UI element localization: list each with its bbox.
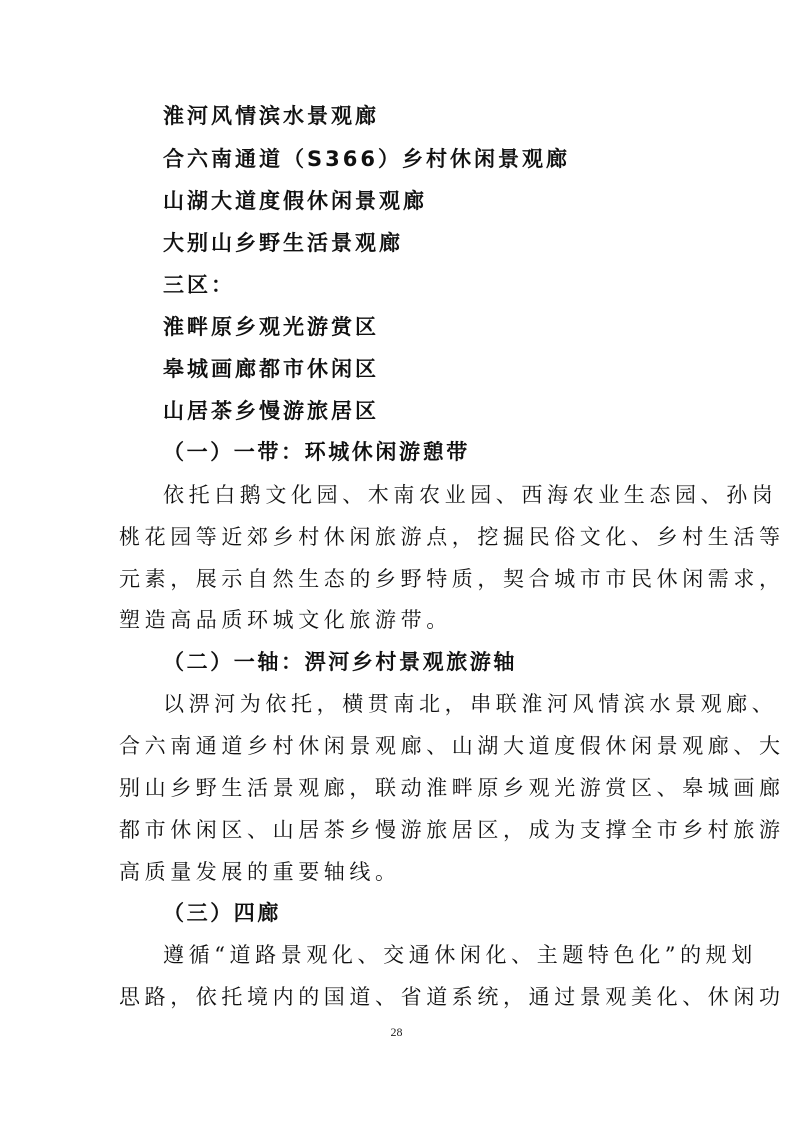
paragraph-line: 塑造高品质环城文化旅游带。	[119, 608, 452, 632]
section-heading: （三）四廊	[163, 901, 281, 925]
paragraph-line: 合六南通道乡村休闲景观廊、山湖大道度假休闲景观廊、大	[119, 734, 785, 758]
paragraph-line: 遵循“道路景观化、交通休闲化、主题特色化”的规划	[163, 943, 757, 967]
zone-item: 皋城画廊都市休闲区	[163, 357, 379, 381]
paragraph-line: 桃花园等近郊乡村休闲旅游点，挖掘民俗文化、乡村生活等	[119, 525, 785, 549]
paragraph-line: 高质量发展的重要轴线。	[119, 860, 401, 884]
zone-item: 山居茶乡慢游旅居区	[163, 399, 379, 423]
corridor-item: 合六南通道（S366）乡村休闲景观廊	[163, 147, 570, 171]
paragraph-line: 依托白鹅文化园、木南农业园、西海农业生态园、孙岗	[163, 483, 778, 507]
paragraph-line: 都市休闲区、山居茶乡慢游旅居区，成为支撑全市乡村旅游	[119, 818, 785, 842]
corridor-item: 淮河风情滨水景观廊	[163, 104, 379, 128]
section-heading: （一）一带：环城休闲游憩带	[163, 440, 470, 464]
paragraph-line: 以淠河为依托，横贯南北，串联淮河风情滨水景观廊、	[163, 692, 778, 716]
corridor-item: 大别山乡野生活景观廊	[163, 231, 403, 255]
paragraph-line: 思路，依托境内的国道、省道系统，通过景观美化、休闲功	[119, 985, 785, 1009]
paragraph-line: 元素，展示自然生态的乡野特质，契合城市市民休闲需求，	[119, 567, 785, 591]
section-heading: （二）一轴：淠河乡村景观旅游轴	[163, 650, 517, 674]
page-number: 28	[390, 1025, 403, 1039]
paragraph-line: 别山乡野生活景观廊，联动淮畔原乡观光游赏区、皋城画廊	[119, 776, 785, 800]
zone-item: 淮畔原乡观光游赏区	[163, 315, 379, 339]
corridor-item: 山湖大道度假休闲景观廊	[163, 189, 427, 213]
zones-label: 三区：	[163, 273, 235, 297]
